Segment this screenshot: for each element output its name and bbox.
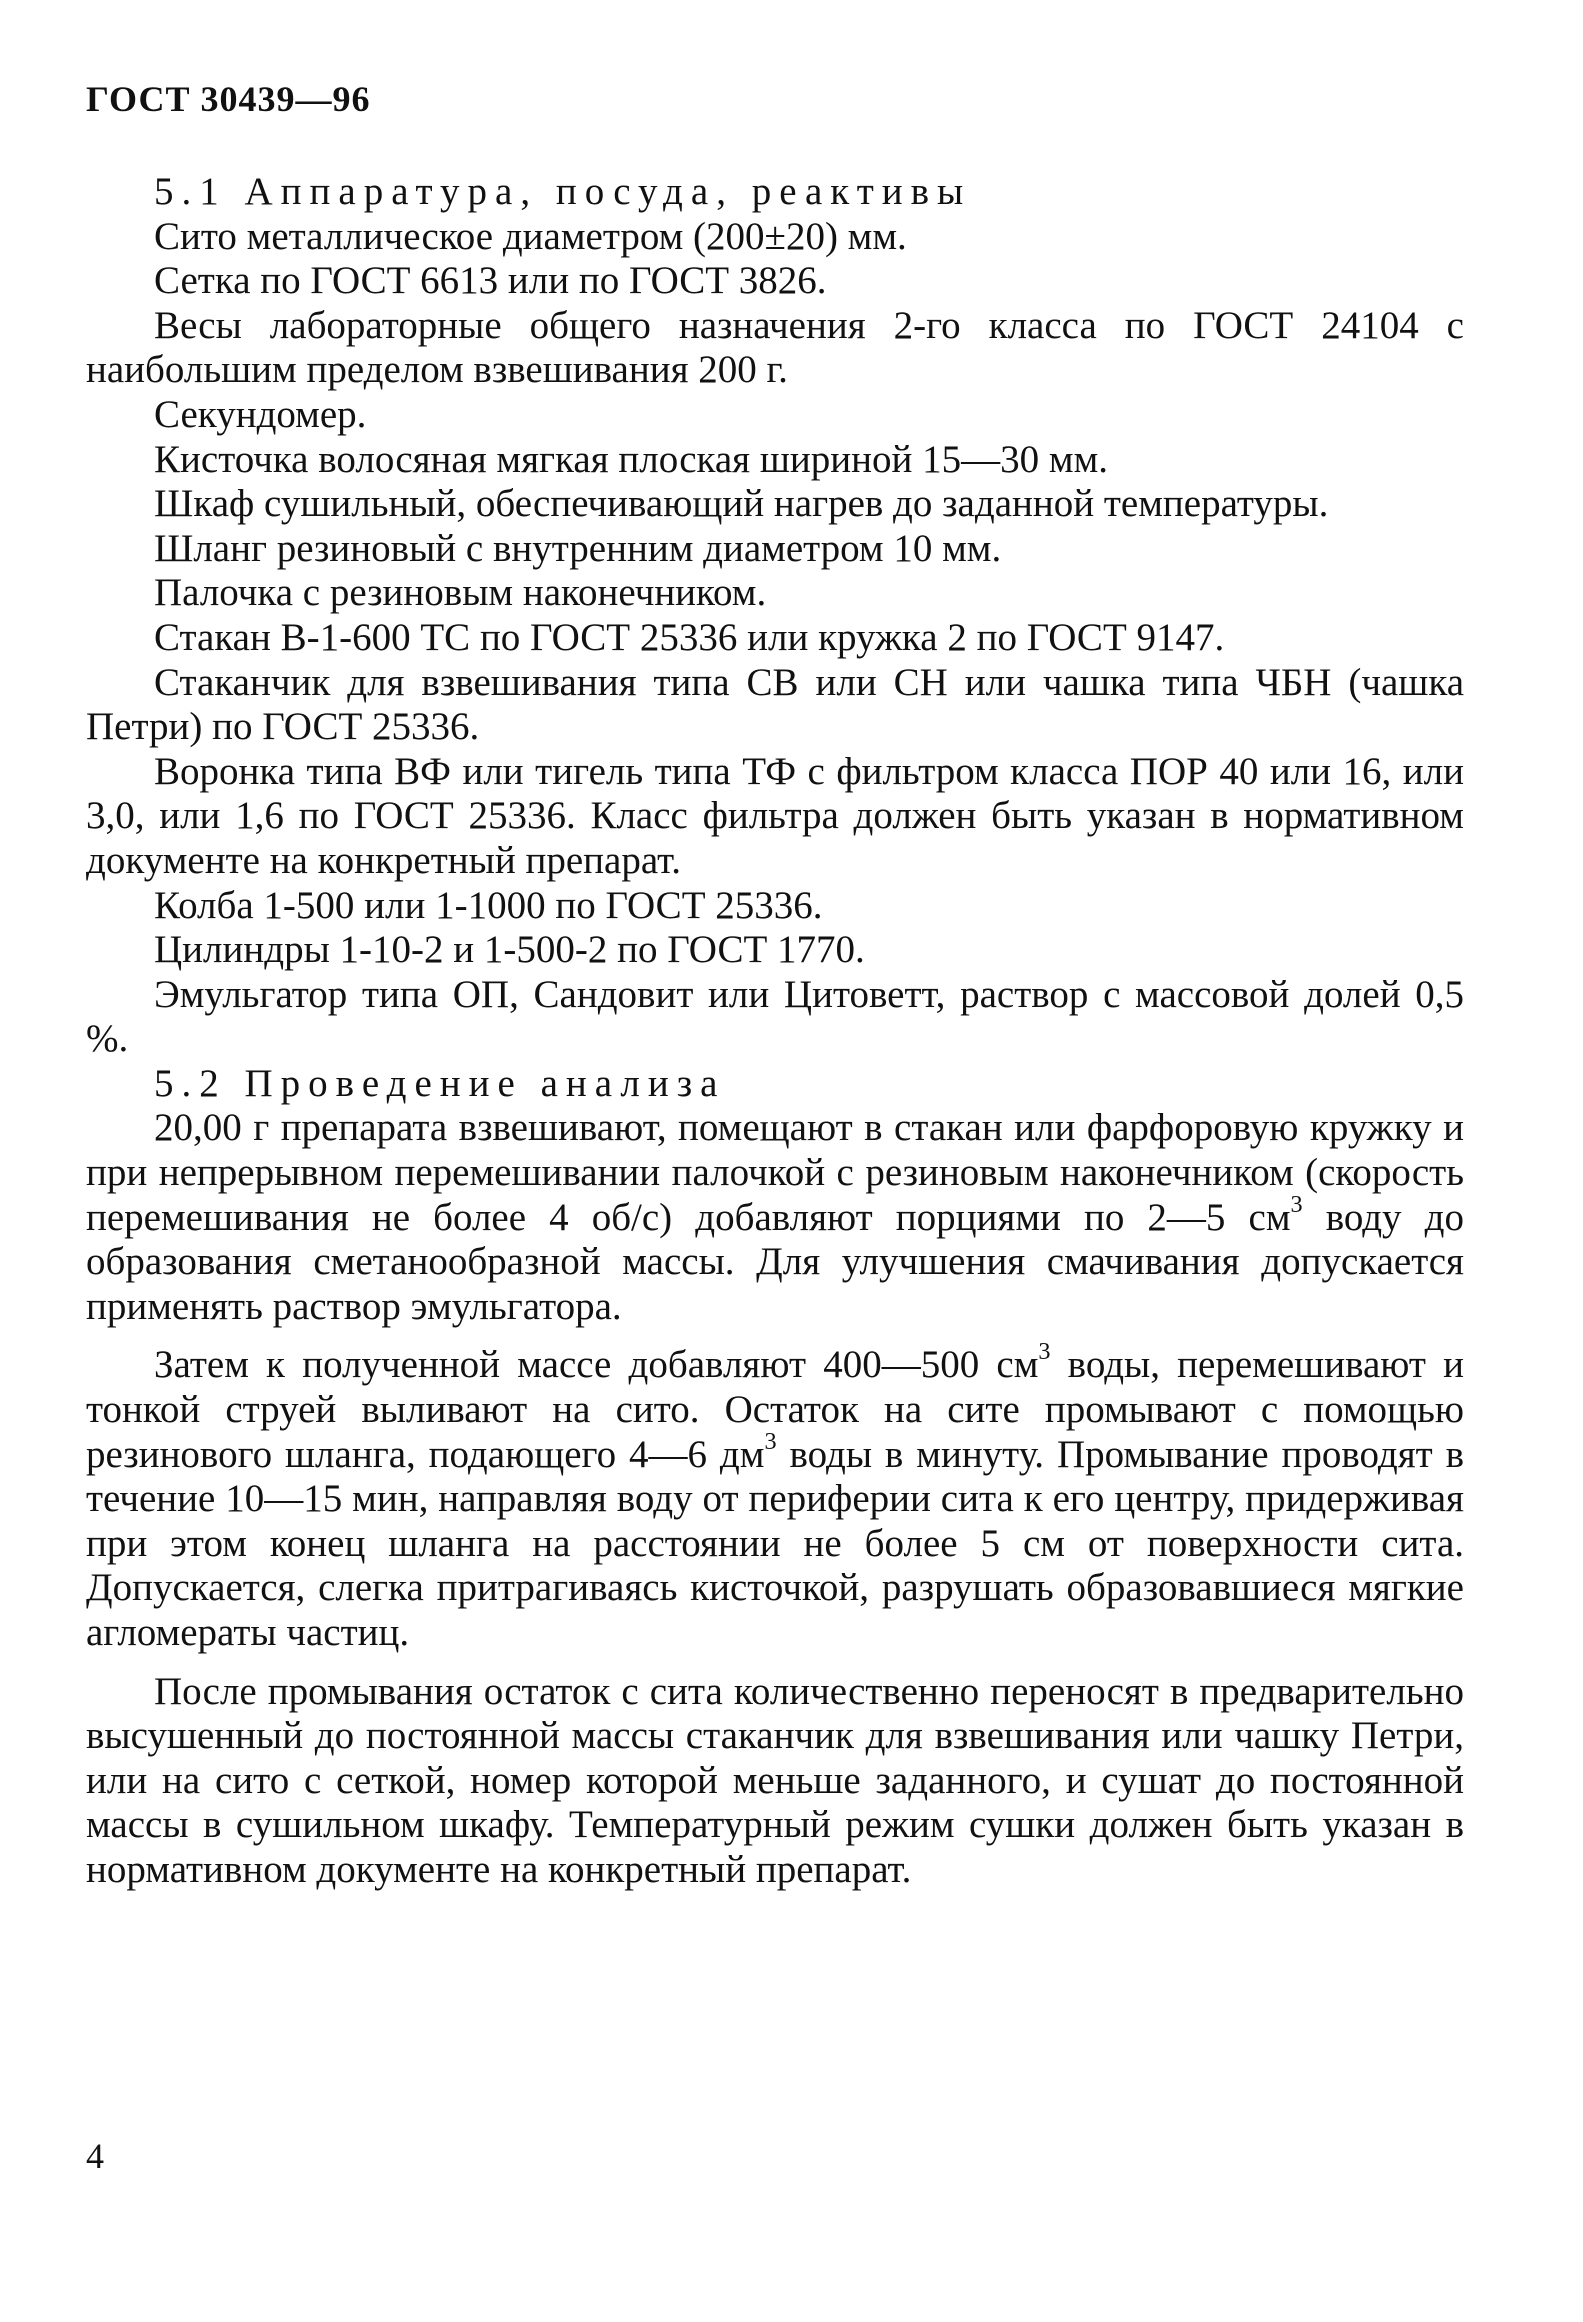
page-number: 4 [86,2136,104,2176]
section-5-2-heading: 5.2 Проведение анализа [154,1061,726,1105]
equipment-hose: Шланг резиновый с внутренним диаметром 10 мм. [154,526,1002,570]
analysis-p2-text-b: воды, перемешивают и тонкой струей выливают на сито. Остаток на сите промывают с помощью резинового шланга, подающего 4—6 дм [86,1343,1464,1476]
analysis-p2-text-a: Затем к полученной массе добавляют 400—500 см [154,1343,1039,1387]
superscript-3: 3 [764,1427,777,1455]
document-header: ГОСТ 30439—96 [86,79,371,119]
equipment-stopwatch: Секундомер. [154,392,367,436]
superscript-3: 3 [1290,1190,1303,1218]
section-5-1-heading: 5.1 Аппаратура, посуда, реактивы [154,170,972,213]
equipment-scales: Весы лабораторные общего назначения 2-го класса по ГОСТ 24104 с наибольшим пределом взвешивания 200 г. [86,303,1464,392]
analysis-paragraph-1 [86,1106,1464,1329]
equipment-flask: Колба 1-500 или 1-1000 по ГОСТ 25336. [154,883,823,927]
document-body [86,170,1464,1893]
reagent-emulsifier: Эмульгатор типа ОП, Сандовит или Цитоветт, раствор с массовой долей 0,5 %. [86,972,1464,1061]
equipment-brush: Кисточка волосяная мягкая плоская шириной 15—30 мм. [154,437,1108,481]
analysis-p1-text-b: воду до образования сметанообразной массы. Для улучшения смачивания допускается применять раствор эмульгатора. [86,1195,1464,1328]
analysis-p2-text-c: воды в минуту. Промывание проводят в течение 10—15 мин, направляя воду от периферии сита к его центру, придерживая при этом конец шланга на расстоянии не более 5 см от поверхности сита. Допускается, слегка притрагиваясь кисточкой, разрушать образовавшиеся мягкие агломераты частиц. [86,1432,1465,1654]
equipment-stick: Палочка с резиновым наконечником. [154,571,767,615]
analysis-paragraph-3: После промывания остаток с сита количественно переносят в предварительно высушенный до постоянной массы стаканчик для взвешивания или чашку Петри, или на сито с сеткой, номер которой меньше заданного, и сушат до постоянной массы в сушильном шкафу. Температурный режим сушки должен быть указан в нормативном документе на конкретный препарат. [86,1669,1464,1891]
equipment-sieve: Сито металлическое диаметром (200±20) мм. [154,214,907,258]
equipment-mesh: Сетка по ГОСТ 6613 или по ГОСТ 3826. [154,259,827,303]
equipment-weighing-cup: Стаканчик для взвешивания типа СВ или СН или чашка типа ЧБН (чашка Петри) по ГОСТ 25336. [86,660,1464,749]
analysis-paragraph-2 [86,1338,1465,1655]
superscript-3: 3 [1038,1338,1051,1366]
equipment-beaker: Стакан В-1-600 ТС по ГОСТ 25336 или кружка 2 по ГОСТ 9147. [154,615,1225,659]
equipment-cylinders: Цилиндры 1-10-2 и 1-500-2 по ГОСТ 1770. [154,928,865,972]
equipment-funnel: Воронка типа ВФ или тигель типа ТФ с фильтром класса ПОР 40 или 16, или 3,0, или 1,6 по ГОСТ 25336. Класс фильтра должен быть указан в нормативном документе на конкретный препарат. [86,749,1464,882]
equipment-oven: Шкаф сушильный, обеспечивающий нагрев до заданной температуры. [154,482,1329,526]
analysis-p1-text-a: 20,00 г препарата взвешивают, помещают в стакан или фарфоровую кружку и при непрерывном перемешивании палочкой с резиновым наконечником (скорость перемешивания не более 4 об/с) добавляют порциями по 2—5 см [86,1106,1464,1239]
